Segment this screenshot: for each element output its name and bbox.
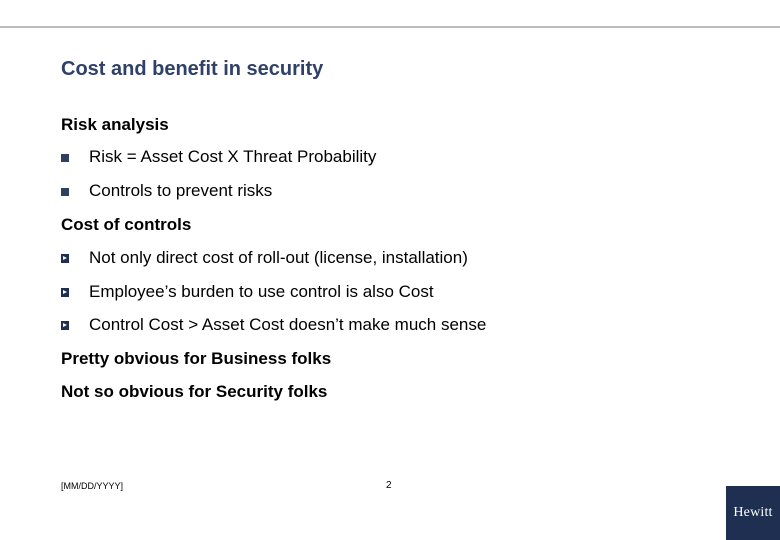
arrow-box-bullet-icon: [61, 254, 69, 263]
page-number: 2: [386, 480, 392, 491]
section-heading-cost-of-controls: Cost of controls: [61, 215, 192, 234]
square-bullet-icon: [61, 154, 69, 162]
slide-title: Cost and benefit in security: [61, 58, 324, 80]
logo-text: Hewitt: [733, 505, 773, 520]
statement-security: Not so obvious for Security folks: [61, 382, 328, 401]
header-divider: [0, 26, 780, 28]
bullet-text: Control Cost > Asset Cost doesn’t make much sense: [89, 315, 487, 334]
bullet-text: Controls to prevent risks: [89, 181, 273, 200]
bullet-text: Employee’s burden to use control is also Cost: [89, 282, 434, 301]
square-bullet-icon: [61, 188, 69, 196]
hewitt-logo: [726, 486, 780, 540]
arrow-box-bullet-icon: [61, 288, 69, 297]
section-heading-risk-analysis: Risk analysis: [61, 115, 169, 134]
bullet-text: Risk = Asset Cost X Threat Probability: [89, 147, 377, 166]
arrow-box-bullet-icon: [61, 321, 69, 330]
statement-business: Pretty obvious for Business folks: [61, 349, 332, 368]
footer-date: [MM/DD/YYYY]: [61, 481, 124, 491]
bullet-text: Not only direct cost of roll-out (license, installation): [89, 248, 468, 267]
